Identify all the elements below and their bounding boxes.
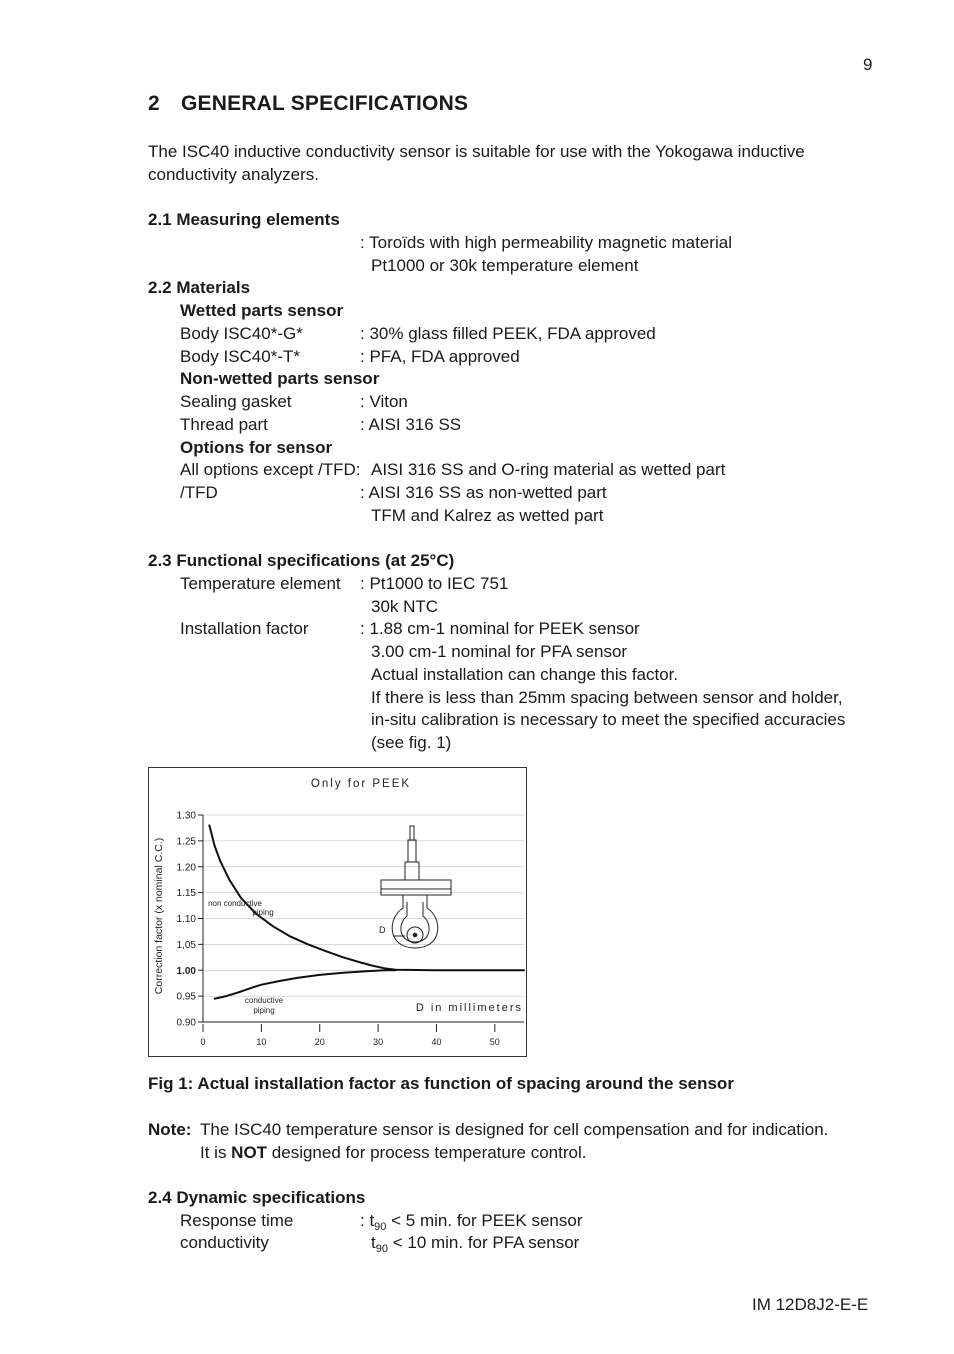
inst-line-1: : 1.88 cm-1 nominal for PEEK sensor bbox=[360, 619, 640, 638]
intro-line-1: The ISC40 inductive conductivity sensor is suitable for use with the Yokogawa inductive bbox=[148, 142, 805, 161]
s22-title: 2.2 Materials bbox=[148, 278, 251, 297]
temp-line-2: 30k NTC bbox=[371, 597, 439, 616]
inset-d-label: D bbox=[379, 925, 386, 935]
nonwetted-value-2: : AISI 316 SS bbox=[360, 415, 462, 434]
y-tick-label: 1.00 bbox=[176, 965, 196, 977]
response-line-1 bbox=[360, 1211, 582, 1231]
resp1-sub: 90 bbox=[374, 1221, 387, 1233]
series-label-conductive-1: conductive bbox=[244, 996, 284, 1005]
series-nonconductive-line bbox=[209, 825, 524, 970]
x-tick-label: 40 bbox=[431, 1037, 442, 1047]
inst-line-6: (see fig. 1) bbox=[371, 733, 452, 752]
chart-svg bbox=[149, 768, 526, 1056]
inst-line-5: in-situ calibration is necessary to meet the specified accuracies bbox=[371, 710, 846, 729]
wetted-label-1: Body ISC40*-G* bbox=[180, 324, 303, 343]
y-tick-label: 1.15 bbox=[176, 888, 196, 900]
section-title: GENERAL SPECIFICATIONS bbox=[181, 92, 469, 115]
sensor-flange-top bbox=[381, 880, 451, 889]
options-title: Options for sensor bbox=[180, 438, 333, 457]
s23-title: 2.3 Functional specifications (at 25°C) bbox=[148, 551, 455, 570]
y-tick-label: 1.30 bbox=[176, 810, 196, 822]
resp1-pre: : t bbox=[360, 1211, 375, 1230]
nonwetted-label-1: Sealing gasket bbox=[180, 392, 292, 411]
chart-xlabel: D in millimeters bbox=[415, 1002, 523, 1014]
section-number: 2 bbox=[148, 92, 160, 115]
note-line-2-pre: It is bbox=[200, 1143, 232, 1162]
s24-title: 2.4 Dynamic specifications bbox=[148, 1188, 366, 1207]
s21-line-2: Pt1000 or 30k temperature element bbox=[371, 256, 639, 275]
s21-line-1: : Toroïds with high permeability magnetic material bbox=[360, 233, 732, 252]
wetted-value-2: : PFA, FDA approved bbox=[360, 347, 520, 366]
figure-caption: Fig 1: Actual installation factor as function of spacing around the sensor bbox=[148, 1074, 734, 1093]
series-conductive-line bbox=[215, 970, 396, 998]
sensor-center bbox=[413, 933, 417, 937]
sensor-diagram bbox=[381, 826, 451, 948]
intro-line-2: conductivity analyzers. bbox=[148, 165, 320, 184]
y-tick-label: 1.20 bbox=[176, 862, 196, 874]
note-label: Note: bbox=[148, 1120, 192, 1139]
series-label-nonconductive-2: piping bbox=[252, 908, 274, 917]
sensor-flange-bottom bbox=[381, 889, 451, 895]
inst-label: Installation factor bbox=[180, 619, 309, 638]
sensor-neck bbox=[408, 840, 416, 862]
figure-1-chart bbox=[148, 767, 527, 1057]
resp2-sub: 90 bbox=[375, 1243, 388, 1255]
wetted-title: Wetted parts sensor bbox=[180, 301, 344, 320]
options-value-2: : AISI 316 SS as non-wetted part bbox=[360, 483, 607, 502]
y-tick-label: 0.90 bbox=[176, 1017, 196, 1029]
note-line-2-post: designed for process temperature control. bbox=[267, 1143, 587, 1162]
x-tick-label: 10 bbox=[256, 1037, 267, 1047]
y-tick-label: 1,05 bbox=[176, 939, 196, 951]
options-extra: TFM and Kalrez as wetted part bbox=[371, 506, 604, 525]
series-label-conductive-2: piping bbox=[253, 1006, 275, 1015]
sensor-cable bbox=[410, 826, 414, 840]
options-label-2: /TFD bbox=[180, 483, 218, 502]
resp2-post: < 10 min. for PFA sensor bbox=[387, 1233, 580, 1252]
nonwetted-value-1: : Viton bbox=[360, 392, 408, 411]
resp2-pre: t bbox=[371, 1233, 376, 1252]
y-tick-label: 1.10 bbox=[176, 914, 196, 925]
options-value-1: AISI 316 SS and O-ring material as wetted part bbox=[371, 460, 726, 479]
x-tick-label: 30 bbox=[373, 1037, 384, 1047]
temp-line-1: : Pt1000 to IEC 751 bbox=[360, 574, 509, 593]
sensor-body bbox=[392, 895, 438, 948]
page-number: 9 bbox=[863, 55, 873, 74]
y-tick-label: 0.95 bbox=[176, 991, 196, 1003]
chart-ylabel: Correction factor (x nominal C.C.) bbox=[153, 837, 165, 995]
inst-line-2: 3.00 cm-1 nominal for PFA sensor bbox=[371, 642, 628, 661]
nonwetted-title: Non-wetted parts sensor bbox=[180, 369, 380, 388]
s21-title: 2.1 Measuring elements bbox=[148, 210, 340, 229]
note-line-1: The ISC40 temperature sensor is designed for cell compensation and for indication. bbox=[200, 1120, 829, 1139]
inst-line-4: If there is less than 25mm spacing between sensor and holder, bbox=[371, 688, 843, 707]
document-id-footer: IM 12D8J2-E-E bbox=[752, 1295, 869, 1314]
resp1-post: < 5 min. for PEEK sensor bbox=[386, 1211, 583, 1230]
wetted-value-1: : 30% glass filled PEEK, FDA approved bbox=[360, 324, 656, 343]
temp-label: Temperature element bbox=[180, 574, 341, 593]
options-label-1: All options except /TFD: bbox=[180, 460, 361, 479]
note-line-2-bold: NOT bbox=[231, 1143, 268, 1162]
y-tick-label: 1.25 bbox=[176, 836, 196, 848]
section-heading bbox=[148, 92, 468, 116]
inst-line-3: Actual installation can change this factor. bbox=[371, 665, 679, 684]
x-tick-label: 0 bbox=[200, 1037, 206, 1047]
series-label-nonconductive-1: non conductive bbox=[208, 899, 262, 908]
chart-title: Only for PEEK bbox=[310, 778, 412, 790]
sensor-stem bbox=[405, 862, 419, 880]
x-tick-label: 50 bbox=[489, 1037, 500, 1047]
note-line-2 bbox=[200, 1143, 586, 1163]
response-line-2 bbox=[371, 1233, 579, 1253]
wetted-label-2: Body ISC40*-T* bbox=[180, 347, 300, 366]
response-label: Response time bbox=[180, 1211, 294, 1230]
conductivity-label: conductivity bbox=[180, 1233, 269, 1252]
nonwetted-label-2: Thread part bbox=[180, 415, 268, 434]
x-tick-label: 20 bbox=[314, 1037, 325, 1047]
